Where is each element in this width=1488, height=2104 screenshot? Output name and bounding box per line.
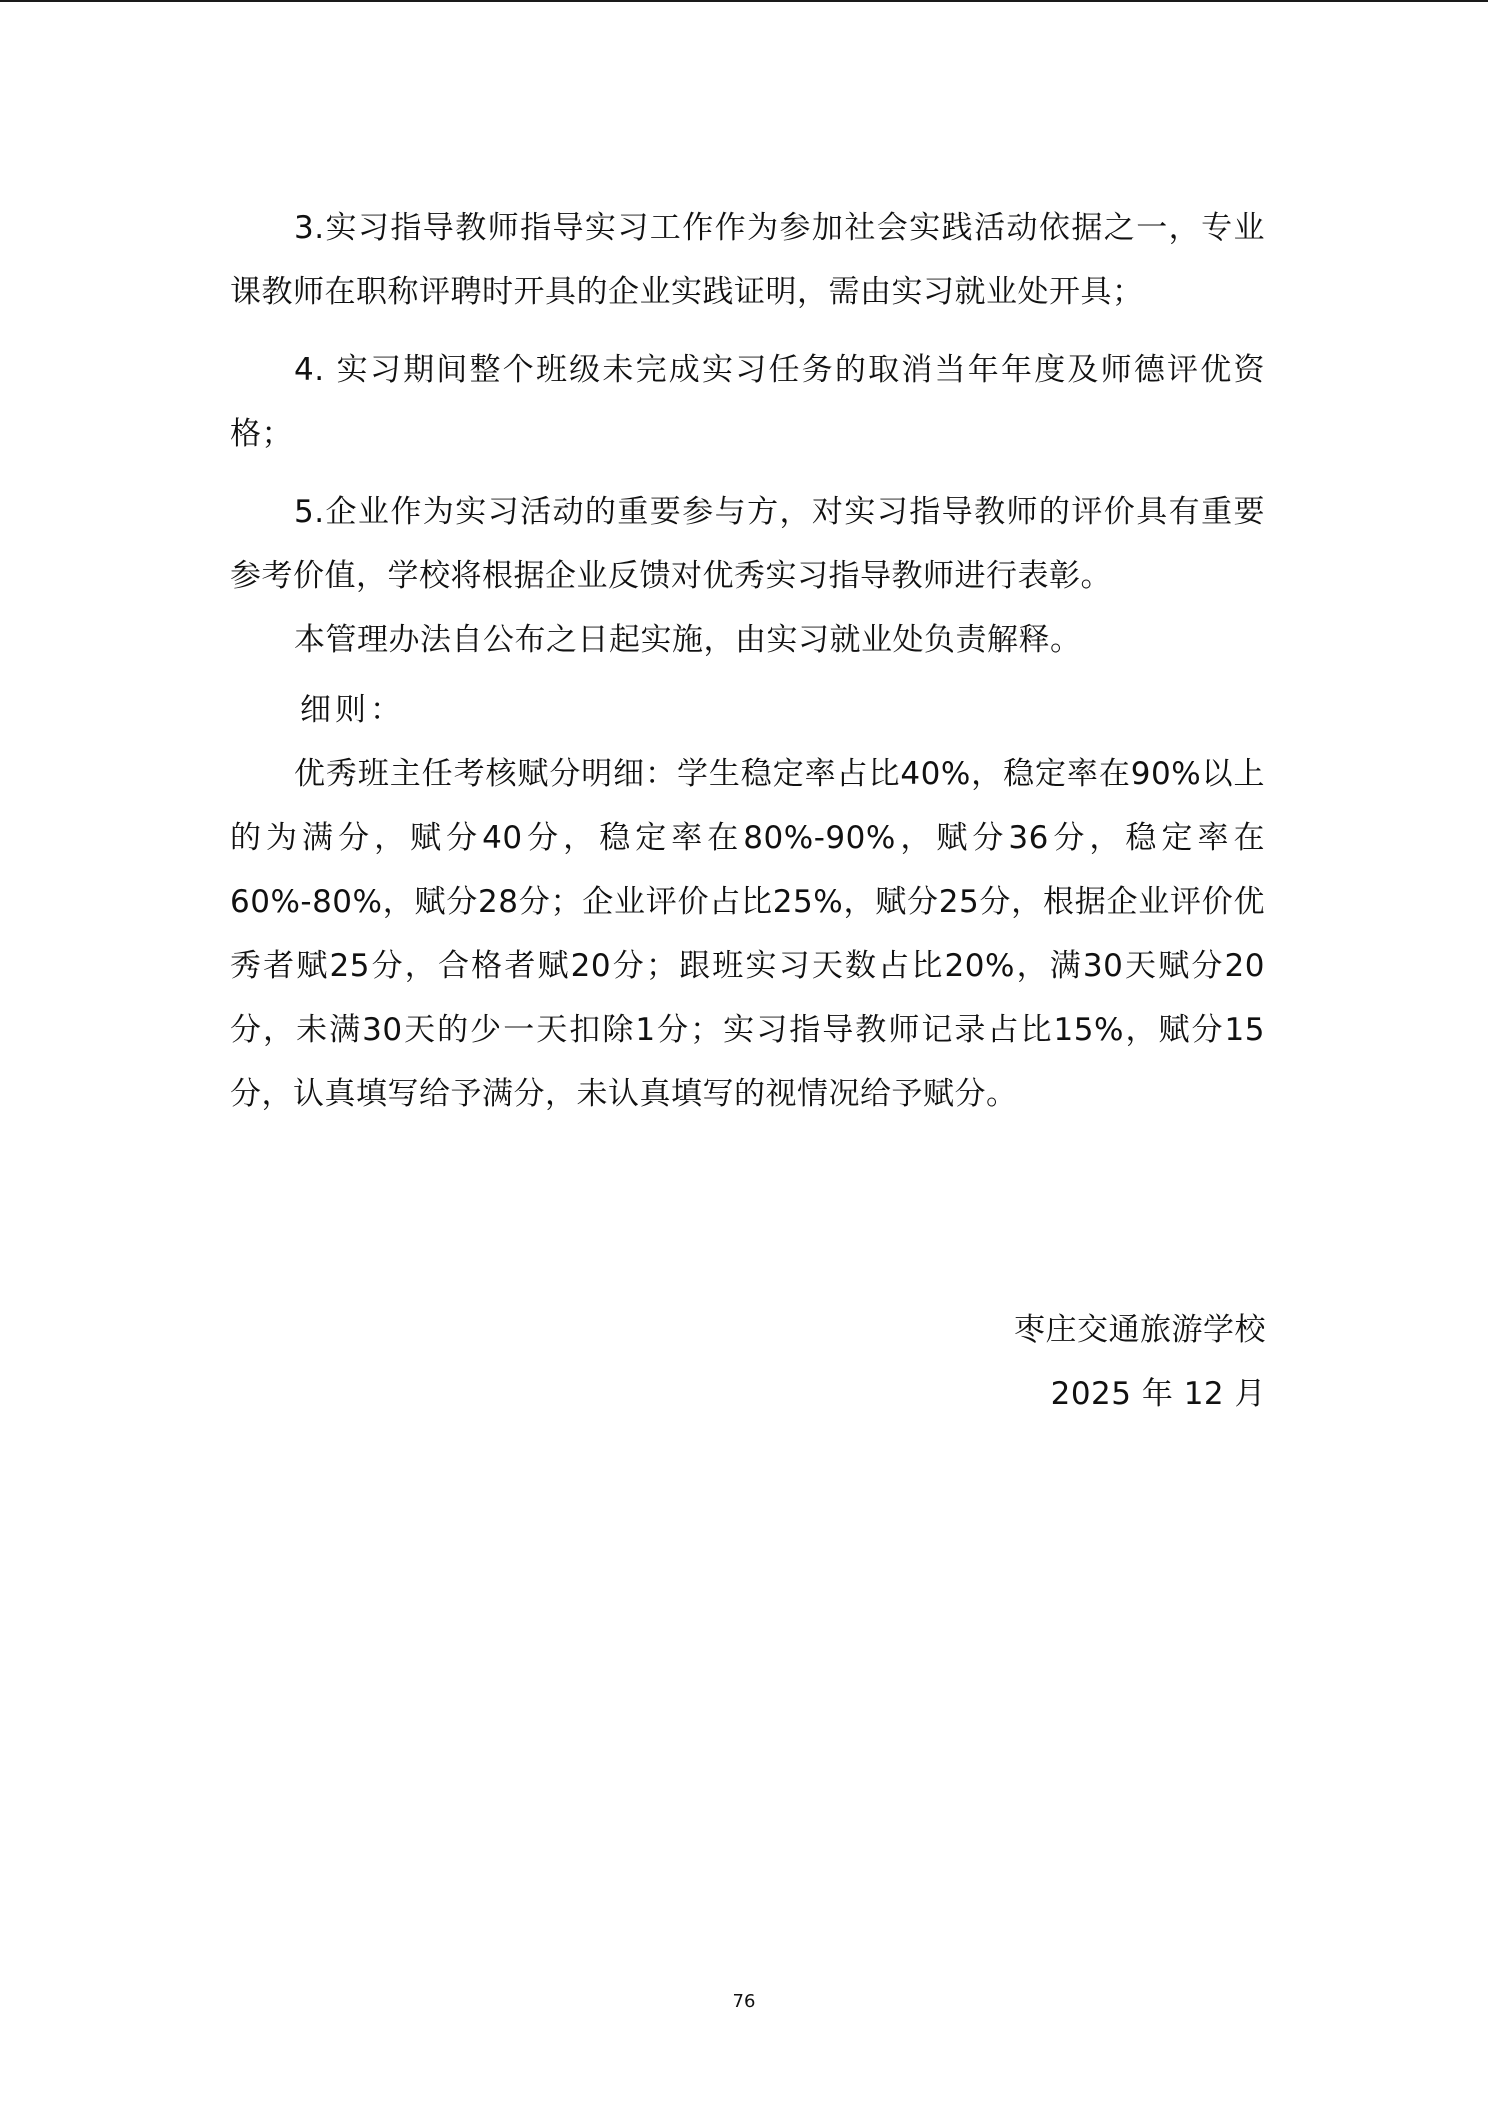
- signature-date: 2025 年 12 月: [1050, 1376, 1266, 1412]
- detail-subheading: 细则：: [300, 692, 405, 728]
- top-border-line: [0, 0, 1488, 2]
- paragraph-item-4: 4. 实习期间整个班级未完成实习任务的取消当年年度及师德评优资格；: [230, 352, 1265, 452]
- page-number: 76: [732, 1991, 756, 2012]
- paragraph-scoring-detail: 优秀班主任考核赋分明细：学生稳定率占比40%，稳定率在90%以上的为满分，赋分40分，稳定率在80%-90%，赋分36分，稳定率在60%-80%，赋分28分；企业评价占比25%，赋分25分，根据企业评价优秀者赋25分，合格者赋20分；跟班实习天数占比20%，满30天赋分20分，未满30天的少一天扣除1分；实习指导教师记录占比15%，赋分15分，认真填写给予满分，未认真填写的视情况给予赋分。: [230, 756, 1265, 1112]
- paragraph-effective-clause: 本管理办法自公布之日起实施，由实习就业处负责解释。: [294, 622, 1082, 658]
- document-body: [230, 196, 1265, 1126]
- signature-block: [1014, 1298, 1266, 1426]
- paragraph-item-3: 3.实习指导教师指导实习工作作为参加社会实践活动依据之一，专业课教师在职称评聘时开具的企业实践证明，需由实习就业处开具；: [230, 210, 1265, 310]
- paragraph-item-5: 5.企业作为实习活动的重要参与方，对实习指导教师的评价具有重要参考价值，学校将根据企业反馈对优秀实习指导教师进行表彰。: [230, 494, 1265, 594]
- signature-organization: 枣庄交通旅游学校: [1014, 1312, 1266, 1348]
